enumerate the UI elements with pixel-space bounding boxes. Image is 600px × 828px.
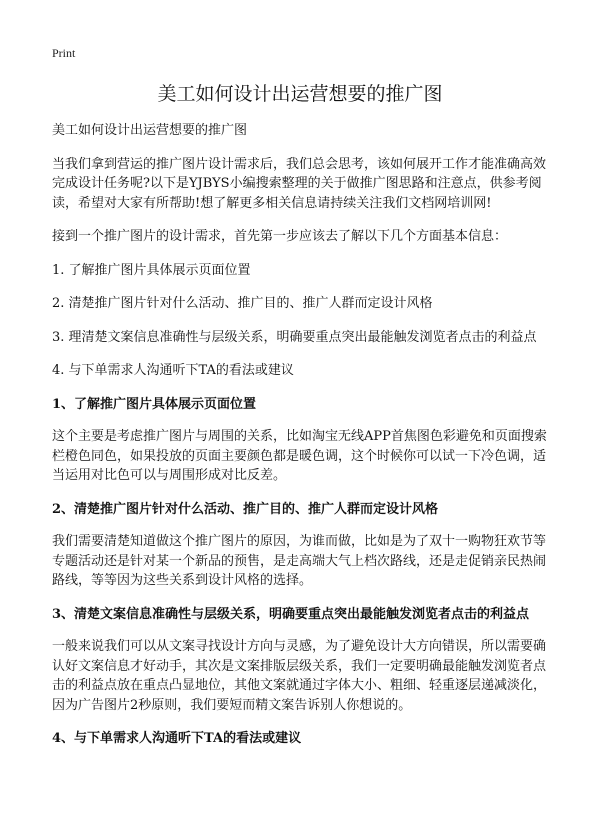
section-body: 我们需要清楚知道做这个推广图片的原因，为谁而做，比如是为了双十一购物狂欢节等专题活动还是针对某一个新品的预售，是走高端大气上档次路线，还是走促销亲民热闹路线，等等因为这些关系到设计风格的选择。: [52, 534, 547, 588]
list-item: 3. 理清楚文案信息准确性与层级关系，明确要重点突出最能触发浏览者点击的利益点: [52, 329, 537, 345]
subtitle: 美工如何设计出运营想要的推广图: [52, 123, 248, 138]
list-item: 2. 清楚推广图片针对什么活动、推广目的、推广人群而定设计风格: [52, 296, 433, 311]
section-body: 这个主要是考虑推广图片与周围的关系，比如淘宝无线APP首焦图色彩避免和页面搜索栏橙色同色，如果投放的页面主要颜色都是暖色调，这个时候你可以试一下冷色调，适当运用对比色可以与周围形成对比反差。: [52, 429, 547, 483]
intro-paragraph: 当我们拿到营运的推广图片设计需求后，我们总会思考，该如何展开工作才能准确高效完成设计任务呢?以下是YJBYS小编搜索整理的关于做推广图思路和注意点，供参考阅读，希望对大家有所帮助!想了解更多相关信息请持续关注我们文档网培训网!: [52, 156, 547, 211]
lead-paragraph: 接到一个推广图片的设计需求，首先第一步应该去了解以下几个方面基本信息：: [52, 229, 508, 244]
section-heading: 1、了解推广图片具体展示页面位置: [52, 396, 257, 412]
section-heading: 4、与下单需求人沟通听下TA的看法或建议: [52, 731, 302, 746]
section-body: 一般来说我们可以从文案寻找设计方向与灵感，为了避免设计大方向错误，所以需要确认好文案信息才好动手，其次是文案排版层级关系，我们一定要明确最能触发浏览者点击的利益点放在重点凸显地位，其他文案就通过字体大小、粗细、轻重逐层递减淡化，因为广告图片2秒原则，我们要短而精文案告诉别人你想说的。: [52, 639, 547, 713]
print-link[interactable]: Print: [52, 46, 76, 60]
section-heading: 2、清楚推广图片针对什么活动、推广目的、推广人群而定设计风格: [52, 501, 439, 517]
page-title: 美工如何设计出运营想要的推广图: [157, 83, 443, 105]
list-item: 4. 与下单需求人沟通听下TA的看法或建议: [52, 363, 294, 378]
section-heading: 3、清楚文案信息准确性与层级关系，明确要重点突出最能触发浏览者点击的利益点: [52, 606, 530, 622]
list-item: 1. 了解推广图片具体展示页面位置: [52, 262, 251, 278]
